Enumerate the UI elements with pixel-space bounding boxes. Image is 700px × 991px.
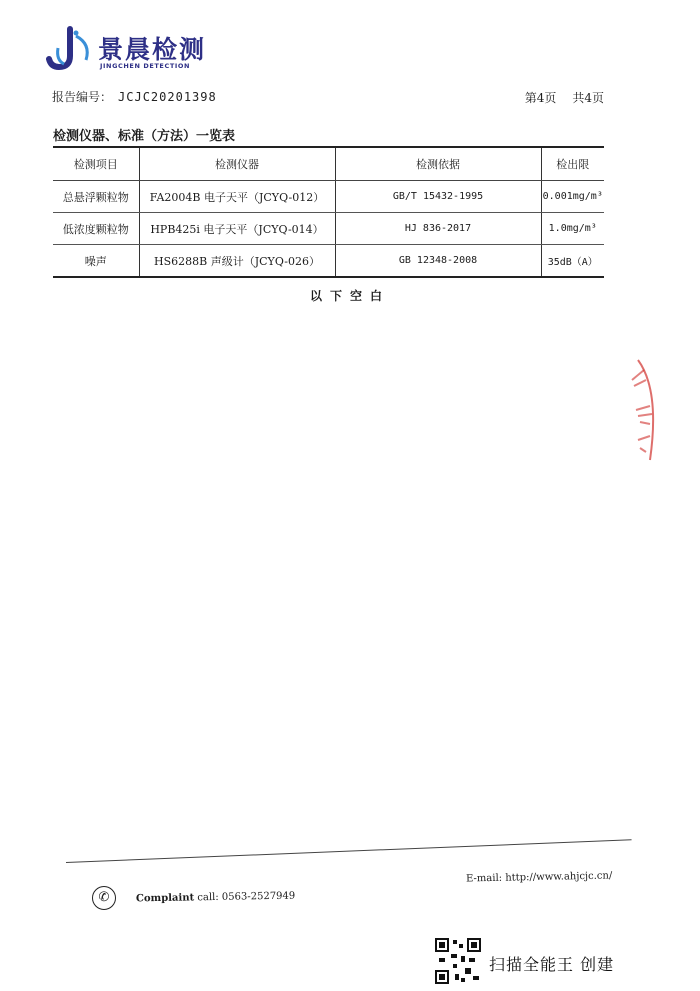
logo-chinese-name: 景晨检测 — [98, 35, 207, 64]
detection-limit-cell: 35dB（A） — [541, 245, 604, 278]
footer-complaint — [136, 891, 295, 905]
instrument-cell: HS6288B 声级计（JCYQ-026） — [139, 245, 335, 278]
blank-below-note: 以下空白 — [309, 289, 390, 303]
standard-cell: GB 12348-2008 — [335, 245, 541, 278]
instrument-cell: HPB425i 电子天平（JCYQ-014） — [139, 213, 335, 245]
table-header-row — [53, 147, 604, 181]
standard-cell: GB/T 15432-1995 — [335, 181, 541, 213]
table-row — [53, 245, 604, 278]
footer-email: E-mail: http://www.ahjcjc.cn/ — [465, 870, 613, 885]
instrument-standard-table — [53, 146, 604, 278]
column-header: 检测依据 — [335, 147, 541, 181]
detection-limit-cell: 0.001mg/m³ — [541, 181, 604, 213]
page-current: 第4页 — [524, 91, 557, 105]
company-logo — [46, 26, 216, 76]
detection-limit-cell: 1.0mg/m³ — [541, 213, 604, 245]
instrument-cell: FA2004B 电子天平（JCYQ-012） — [139, 181, 335, 213]
column-header: 检测仪器 — [139, 147, 335, 181]
table-row — [53, 213, 604, 245]
complaint-label: Complaint — [135, 892, 195, 905]
column-header: 检出限 — [541, 147, 604, 181]
logo-english-name: JINGCHEN DETECTION — [100, 62, 191, 70]
footer-divider — [66, 839, 632, 863]
report-number-label: 报告编号： — [52, 90, 113, 104]
scanner-watermark-label: 扫描全能王 创建 — [489, 955, 615, 974]
phone-icon: ✆ — [92, 886, 116, 910]
page-total: 共4页 — [572, 91, 604, 105]
report-number-value: JCJC20201398 — [118, 90, 217, 104]
complaint-phone: call: 0563-2527949 — [197, 890, 296, 904]
red-seal-fragment-icon — [620, 340, 680, 480]
section-title: 检测仪器、标准（方法）一览表 — [53, 129, 236, 144]
logo-mark-icon — [46, 26, 96, 74]
qr-code-icon — [435, 938, 481, 984]
page-info — [525, 89, 604, 106]
standard-cell: HJ 836-2017 — [335, 213, 541, 245]
column-header: 检测项目 — [53, 147, 139, 181]
table-row — [53, 181, 604, 213]
test-item-cell: 低浓度颗粒物 — [53, 213, 139, 245]
test-item-cell: 噪声 — [53, 245, 139, 278]
test-item-cell: 总悬浮颗粒物 — [53, 181, 139, 213]
report-number — [52, 88, 217, 105]
